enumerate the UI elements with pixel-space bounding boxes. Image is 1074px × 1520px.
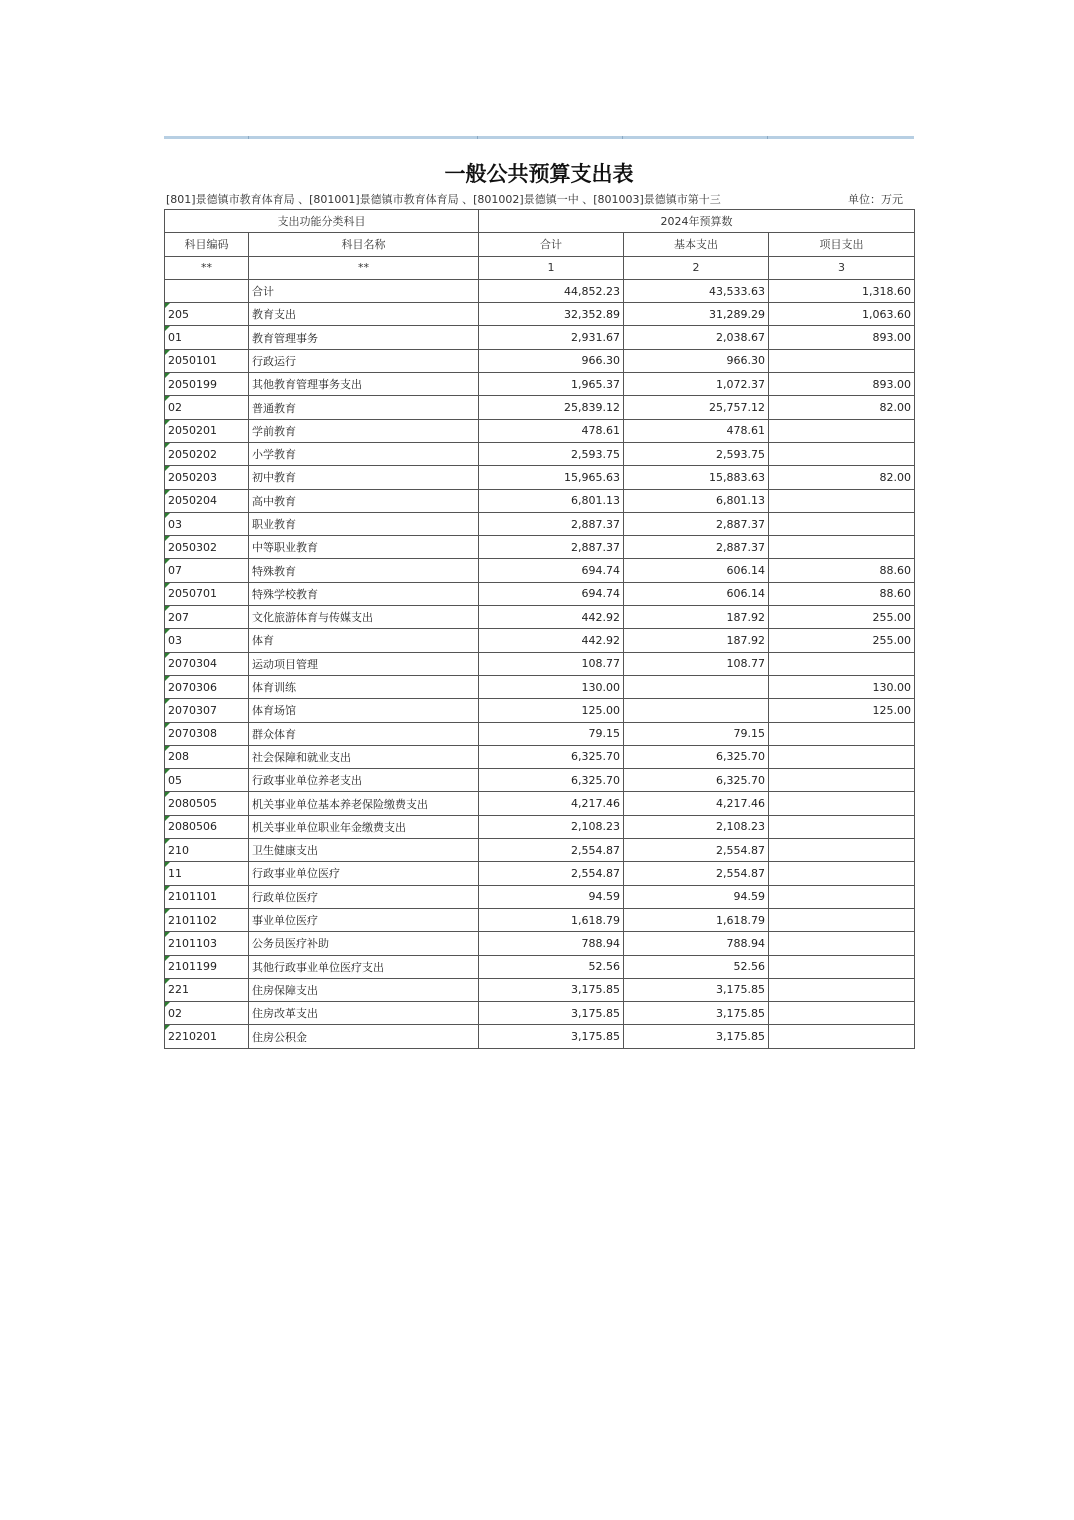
row-project — [769, 792, 915, 815]
unit-label: 单位：万元 — [848, 193, 903, 206]
row-project: 1,063.60 — [769, 303, 915, 326]
row-basic: 187.92 — [624, 629, 769, 652]
row-code: 2101199 — [165, 955, 249, 978]
index-code: ** — [165, 256, 249, 279]
row-basic — [624, 699, 769, 722]
row-total: 442.92 — [479, 629, 624, 652]
row-code: 2050101 — [165, 349, 249, 372]
row-project — [769, 442, 915, 465]
row-project: 1,318.60 — [769, 279, 915, 302]
row-basic: 2,554.87 — [624, 839, 769, 862]
row-total: 442.92 — [479, 606, 624, 629]
row-name: 事业单位医疗 — [249, 908, 479, 931]
row-code: 2050199 — [165, 373, 249, 396]
row-code: 2210201 — [165, 1025, 249, 1048]
row-total: 694.74 — [479, 582, 624, 605]
cell-comment-marker — [165, 443, 170, 448]
table-row — [165, 978, 915, 1001]
cell-comment-marker — [165, 862, 170, 867]
row-name: 行政单位医疗 — [249, 885, 479, 908]
cell-comment-marker — [165, 816, 170, 821]
row-code: 07 — [165, 559, 249, 582]
table-row — [165, 885, 915, 908]
cell-comment-marker — [165, 326, 170, 331]
row-total: 1,965.37 — [479, 373, 624, 396]
table-row — [165, 606, 915, 629]
cell-comment-marker — [165, 559, 170, 564]
row-total: 44,852.23 — [479, 279, 624, 302]
frame-tick — [622, 136, 623, 139]
row-name: 行政事业单位养老支出 — [249, 769, 479, 792]
row-project — [769, 885, 915, 908]
table-row — [165, 699, 915, 722]
row-total: 2,887.37 — [479, 536, 624, 559]
cell-comment-marker — [165, 839, 170, 844]
cell-comment-marker — [165, 1025, 170, 1030]
table-row — [165, 955, 915, 978]
table-row — [165, 559, 915, 582]
cell-comment-marker — [165, 303, 170, 308]
row-code: 2050202 — [165, 442, 249, 465]
row-basic: 52.56 — [624, 955, 769, 978]
table-row — [165, 419, 915, 442]
row-code: 2070308 — [165, 722, 249, 745]
table-row — [165, 373, 915, 396]
row-name: 特殊教育 — [249, 559, 479, 582]
row-project — [769, 955, 915, 978]
cell-comment-marker — [165, 490, 170, 495]
row-name: 运动项目管理 — [249, 652, 479, 675]
row-basic: 1,618.79 — [624, 908, 769, 931]
row-total: 2,593.75 — [479, 442, 624, 465]
row-total: 2,554.87 — [479, 839, 624, 862]
row-basic: 2,887.37 — [624, 512, 769, 535]
row-basic: 2,554.87 — [624, 862, 769, 885]
row-total: 478.61 — [479, 419, 624, 442]
table-row — [165, 652, 915, 675]
row-code — [165, 279, 249, 302]
cell-comment-marker — [165, 886, 170, 891]
row-name: 行政运行 — [249, 349, 479, 372]
frame-tick — [248, 136, 249, 139]
header-index-row — [165, 256, 915, 279]
row-total: 2,108.23 — [479, 815, 624, 838]
row-basic: 966.30 — [624, 349, 769, 372]
table-row — [165, 326, 915, 349]
table-row — [165, 629, 915, 652]
row-project — [769, 536, 915, 559]
row-basic: 2,593.75 — [624, 442, 769, 465]
table-row — [165, 815, 915, 838]
row-total: 2,887.37 — [479, 512, 624, 535]
cell-comment-marker — [165, 420, 170, 425]
row-project — [769, 652, 915, 675]
row-project — [769, 862, 915, 885]
row-code: 2050204 — [165, 489, 249, 512]
table-row — [165, 582, 915, 605]
row-name: 行政事业单位医疗 — [249, 862, 479, 885]
row-code: 2080506 — [165, 815, 249, 838]
header-total: 合计 — [479, 233, 624, 256]
row-basic: 108.77 — [624, 652, 769, 675]
row-total: 94.59 — [479, 885, 624, 908]
row-code: 2070307 — [165, 699, 249, 722]
row-total: 3,175.85 — [479, 978, 624, 1001]
cell-comment-marker — [165, 1002, 170, 1007]
row-name: 体育场馆 — [249, 699, 479, 722]
header-group-row — [165, 210, 915, 233]
cell-comment-marker — [165, 536, 170, 541]
cell-comment-marker — [165, 396, 170, 401]
header-name: 科目名称 — [249, 233, 479, 256]
row-name: 初中教育 — [249, 466, 479, 489]
row-name: 特殊学校教育 — [249, 582, 479, 605]
row-code: 11 — [165, 862, 249, 885]
row-name: 卫生健康支出 — [249, 839, 479, 862]
table-row — [165, 769, 915, 792]
row-basic: 478.61 — [624, 419, 769, 442]
row-code: 2050302 — [165, 536, 249, 559]
cell-comment-marker — [165, 769, 170, 774]
row-basic: 94.59 — [624, 885, 769, 908]
cell-comment-marker — [165, 373, 170, 378]
row-code: 221 — [165, 978, 249, 1001]
row-code: 205 — [165, 303, 249, 326]
row-code: 207 — [165, 606, 249, 629]
row-name: 小学教育 — [249, 442, 479, 465]
header-group-left: 支出功能分类科目 — [165, 210, 479, 233]
row-basic: 606.14 — [624, 559, 769, 582]
cell-comment-marker — [165, 350, 170, 355]
row-project: 88.60 — [769, 559, 915, 582]
row-project: 255.00 — [769, 629, 915, 652]
index-name: ** — [249, 256, 479, 279]
row-basic: 606.14 — [624, 582, 769, 605]
table-row — [165, 512, 915, 535]
table-row — [165, 489, 915, 512]
row-name: 公务员医疗补助 — [249, 932, 479, 955]
row-code: 01 — [165, 326, 249, 349]
row-name: 群众体育 — [249, 722, 479, 745]
row-project: 255.00 — [769, 606, 915, 629]
index-project: 3 — [769, 256, 915, 279]
row-total: 1,618.79 — [479, 908, 624, 931]
table-row — [165, 1002, 915, 1025]
row-total: 966.30 — [479, 349, 624, 372]
row-project — [769, 489, 915, 512]
table-row — [165, 466, 915, 489]
cell-comment-marker — [165, 932, 170, 937]
cell-comment-marker — [165, 513, 170, 518]
row-project — [769, 745, 915, 768]
row-basic: 31,289.29 — [624, 303, 769, 326]
row-project — [769, 932, 915, 955]
table-row — [165, 396, 915, 419]
row-total: 6,801.13 — [479, 489, 624, 512]
frame-tick — [477, 136, 478, 139]
table-row — [165, 792, 915, 815]
cell-comment-marker — [165, 746, 170, 751]
row-name: 住房公积金 — [249, 1025, 479, 1048]
row-code: 208 — [165, 745, 249, 768]
row-total: 6,325.70 — [479, 769, 624, 792]
row-project: 82.00 — [769, 396, 915, 419]
row-basic: 187.92 — [624, 606, 769, 629]
row-total: 3,175.85 — [479, 1025, 624, 1048]
row-project — [769, 839, 915, 862]
index-basic: 2 — [624, 256, 769, 279]
row-name: 文化旅游体育与传媒支出 — [249, 606, 479, 629]
table-row — [165, 675, 915, 698]
row-name: 住房保障支出 — [249, 978, 479, 1001]
row-code: 2050203 — [165, 466, 249, 489]
row-name: 中等职业教育 — [249, 536, 479, 559]
cell-comment-marker — [165, 792, 170, 797]
table-row — [165, 745, 915, 768]
row-basic: 3,175.85 — [624, 1025, 769, 1048]
row-total: 3,175.85 — [479, 1002, 624, 1025]
row-project — [769, 512, 915, 535]
row-project: 82.00 — [769, 466, 915, 489]
row-total: 32,352.89 — [479, 303, 624, 326]
row-basic: 4,217.46 — [624, 792, 769, 815]
row-total: 125.00 — [479, 699, 624, 722]
table-row — [165, 442, 915, 465]
row-basic: 6,325.70 — [624, 745, 769, 768]
index-total: 1 — [479, 256, 624, 279]
row-basic: 2,108.23 — [624, 815, 769, 838]
header-basic: 基本支出 — [624, 233, 769, 256]
row-code: 05 — [165, 769, 249, 792]
row-code: 210 — [165, 839, 249, 862]
row-code: 2050701 — [165, 582, 249, 605]
row-name: 教育支出 — [249, 303, 479, 326]
row-code: 2070304 — [165, 652, 249, 675]
row-basic: 3,175.85 — [624, 1002, 769, 1025]
row-project: 893.00 — [769, 373, 915, 396]
table-row — [165, 839, 915, 862]
header-group-right: 2024年预算数 — [479, 210, 915, 233]
row-name: 其他教育管理事务支出 — [249, 373, 479, 396]
cell-comment-marker — [165, 699, 170, 704]
table-row — [165, 279, 915, 302]
table-row — [165, 536, 915, 559]
table-row — [165, 303, 915, 326]
table-row — [165, 1025, 915, 1048]
row-name: 机关事业单位基本养老保险缴费支出 — [249, 792, 479, 815]
table-body — [165, 279, 915, 1048]
row-code: 03 — [165, 629, 249, 652]
cell-comment-marker — [165, 909, 170, 914]
row-name: 职业教育 — [249, 512, 479, 535]
row-code: 2050201 — [165, 419, 249, 442]
row-project — [769, 419, 915, 442]
row-basic: 25,757.12 — [624, 396, 769, 419]
table-row — [165, 932, 915, 955]
cell-comment-marker — [165, 606, 170, 611]
row-name: 体育 — [249, 629, 479, 652]
row-total: 130.00 — [479, 675, 624, 698]
row-name: 住房改革支出 — [249, 1002, 479, 1025]
row-name: 体育训练 — [249, 675, 479, 698]
table-row — [165, 908, 915, 931]
row-total: 694.74 — [479, 559, 624, 582]
row-project — [769, 1002, 915, 1025]
table-row — [165, 862, 915, 885]
top-frame-line — [164, 136, 914, 139]
row-name: 教育管理事务 — [249, 326, 479, 349]
row-code: 2070306 — [165, 675, 249, 698]
row-basic: 79.15 — [624, 722, 769, 745]
row-code: 02 — [165, 396, 249, 419]
budget-table — [164, 209, 915, 1049]
row-name: 学前教育 — [249, 419, 479, 442]
table-row — [165, 722, 915, 745]
cell-comment-marker — [165, 466, 170, 471]
row-project — [769, 978, 915, 1001]
table-row — [165, 349, 915, 372]
row-name: 普通教育 — [249, 396, 479, 419]
header-column-row — [165, 233, 915, 256]
row-total: 52.56 — [479, 955, 624, 978]
row-total: 4,217.46 — [479, 792, 624, 815]
unit-list-subtitle: [801]景德镇市教育体育局 、[801001]景德镇市教育体育局 、[801002]景德镇一中 、[801003]景德镇市第十三 — [166, 193, 721, 206]
row-code: 2080505 — [165, 792, 249, 815]
row-basic: 2,038.67 — [624, 326, 769, 349]
row-name: 机关事业单位职业年金缴费支出 — [249, 815, 479, 838]
row-basic: 1,072.37 — [624, 373, 769, 396]
row-basic: 3,175.85 — [624, 978, 769, 1001]
frame-tick — [767, 136, 768, 139]
row-project: 893.00 — [769, 326, 915, 349]
row-basic: 2,887.37 — [624, 536, 769, 559]
row-total: 2,931.67 — [479, 326, 624, 349]
row-basic: 6,325.70 — [624, 769, 769, 792]
cell-comment-marker — [165, 979, 170, 984]
row-project: 125.00 — [769, 699, 915, 722]
row-basic: 788.94 — [624, 932, 769, 955]
row-project — [769, 769, 915, 792]
row-total: 2,554.87 — [479, 862, 624, 885]
cell-comment-marker — [165, 629, 170, 634]
row-total: 788.94 — [479, 932, 624, 955]
row-total: 79.15 — [479, 722, 624, 745]
cell-comment-marker — [165, 653, 170, 658]
row-total: 108.77 — [479, 652, 624, 675]
row-project: 130.00 — [769, 675, 915, 698]
row-project — [769, 815, 915, 838]
row-project: 88.60 — [769, 582, 915, 605]
row-name: 合计 — [249, 279, 479, 302]
header-project: 项目支出 — [769, 233, 915, 256]
row-project — [769, 1025, 915, 1048]
header-code: 科目编码 — [165, 233, 249, 256]
cell-comment-marker — [165, 956, 170, 961]
row-name: 其他行政事业单位医疗支出 — [249, 955, 479, 978]
row-name: 社会保障和就业支出 — [249, 745, 479, 768]
row-name: 高中教育 — [249, 489, 479, 512]
row-code: 03 — [165, 512, 249, 535]
row-project — [769, 722, 915, 745]
cell-comment-marker — [165, 676, 170, 681]
row-project — [769, 908, 915, 931]
row-code: 2101103 — [165, 932, 249, 955]
row-total: 25,839.12 — [479, 396, 624, 419]
row-project — [769, 349, 915, 372]
row-basic: 6,801.13 — [624, 489, 769, 512]
row-basic — [624, 675, 769, 698]
row-basic: 43,533.63 — [624, 279, 769, 302]
row-code: 02 — [165, 1002, 249, 1025]
cell-comment-marker — [165, 583, 170, 588]
row-total: 6,325.70 — [479, 745, 624, 768]
cell-comment-marker — [165, 723, 170, 728]
page-title: 一般公共预算支出表 — [444, 161, 634, 186]
row-total: 15,965.63 — [479, 466, 624, 489]
row-basic: 15,883.63 — [624, 466, 769, 489]
row-code: 2101101 — [165, 885, 249, 908]
row-code: 2101102 — [165, 908, 249, 931]
